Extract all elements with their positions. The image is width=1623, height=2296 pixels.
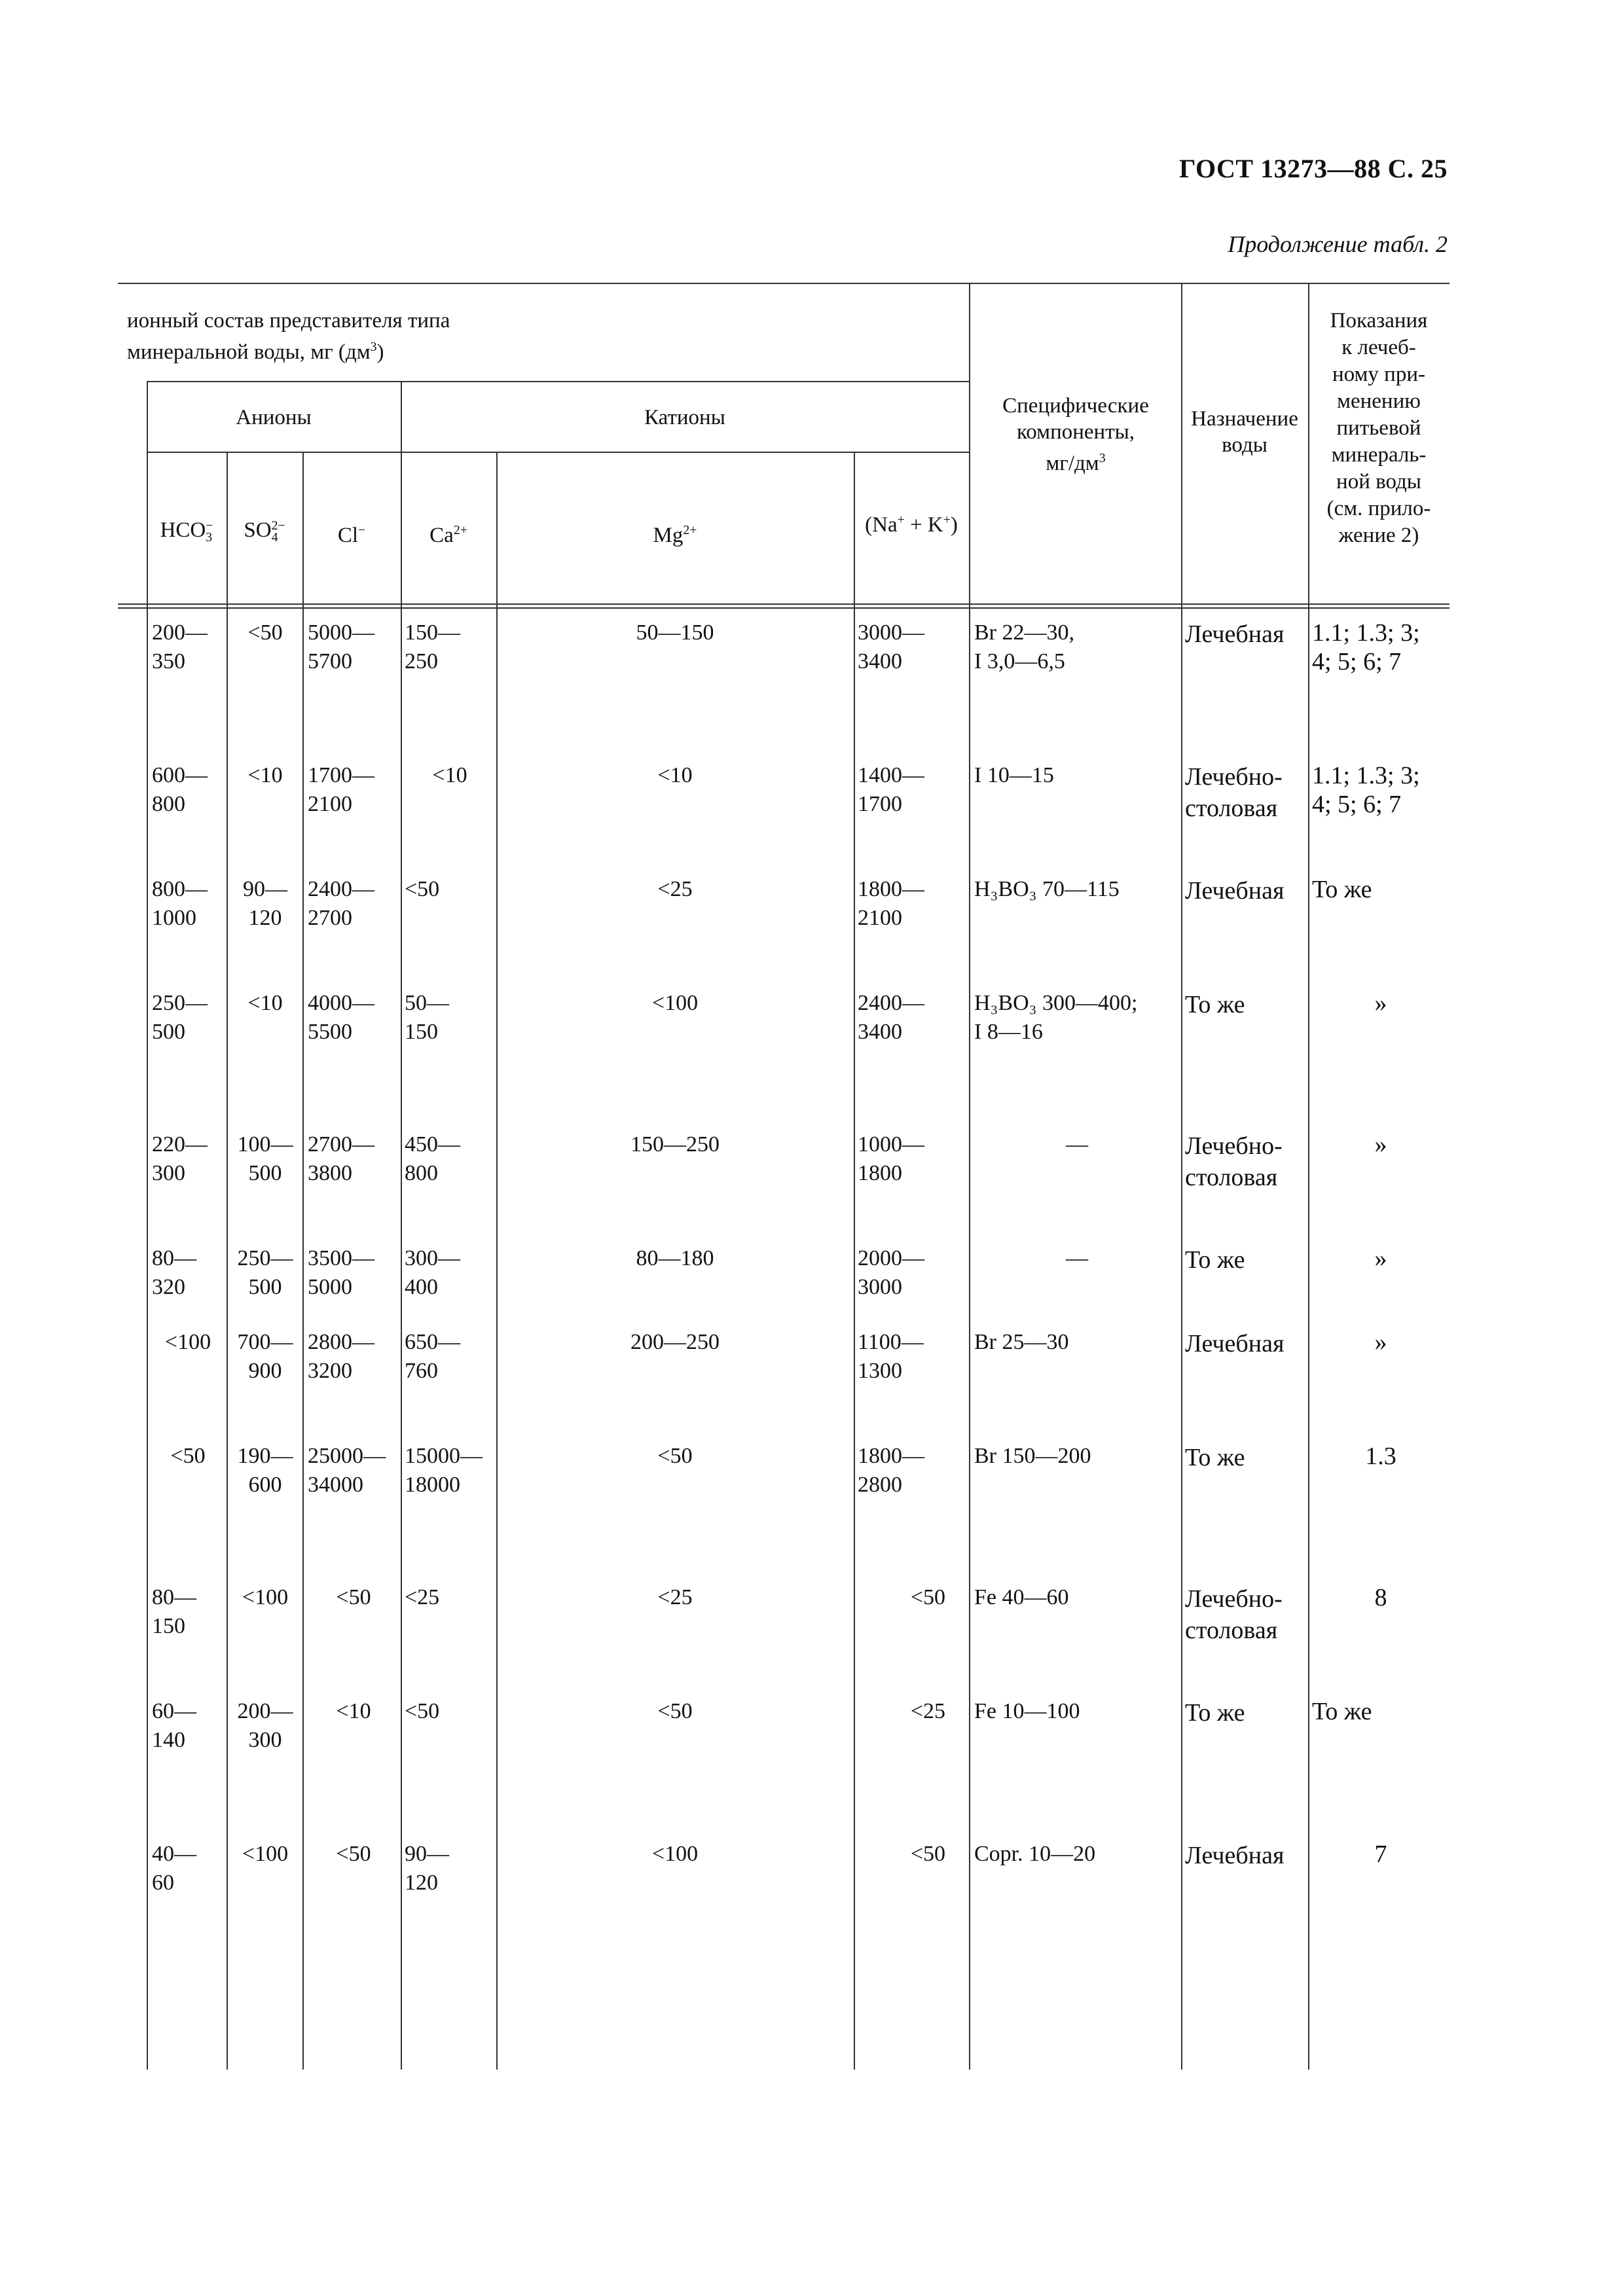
table-cell-so4: 90— 120 — [243, 877, 287, 930]
table-cell-ca: 15000— 18000 — [405, 1444, 483, 1497]
table-cell-mg: <50 — [657, 1699, 693, 1723]
table-cell-hco3: <100 — [164, 1330, 211, 1354]
table-cell-purpose: То же — [1185, 1246, 1245, 1274]
table-cell-ca: 150— 250 — [405, 620, 460, 673]
table-cell-hco3: 80— 150 — [152, 1585, 196, 1638]
indications-header-line: жение 2) — [1338, 524, 1419, 547]
table-continuation-label: Продолжение табл. 2 — [1228, 231, 1448, 257]
table-cell-ca: <10 — [432, 763, 467, 787]
table-cell-so4: 700— 900 — [237, 1330, 293, 1383]
ionic-composition-header: ионный состав представителя типа минеральной воды, мг $(дм^3)$ — [127, 309, 450, 364]
table-cell-so4: <100 — [242, 1842, 289, 1866]
table-cell-mg: 200—250 — [630, 1330, 720, 1354]
table-cell-nak: <50 — [910, 1585, 945, 1609]
table-cell-specific: Fe 40—60 — [974, 1585, 1069, 1609]
table-cell-purpose: Лечебно- столовая — [1185, 1132, 1283, 1191]
indications-header — [1308, 308, 1450, 549]
anions-header: Анионы — [236, 406, 312, 429]
table-cell-hco3: 200— 350 — [152, 620, 208, 673]
table-cell-nak: 1800— 2800 — [858, 1444, 924, 1497]
table-cell-indications: 7 — [1374, 1840, 1387, 1868]
table-cell-purpose: Лечебная — [1185, 877, 1285, 905]
table-cell-so4: 200— 300 — [237, 1699, 293, 1752]
cations-header: Катионы — [644, 406, 725, 429]
na-k-column-header: (Na+ + K+) — [865, 512, 958, 537]
table-cell-purpose: Лечебно- столовая — [1185, 763, 1283, 822]
table-cell-nak: 1400— 1700 — [858, 763, 924, 816]
table-cell-purpose: Лечебно- столовая — [1185, 1585, 1283, 1644]
table-cell-so4: 190— 600 — [237, 1444, 293, 1497]
indications-header-line: менению — [1337, 389, 1421, 413]
table-cell-cl: 2800— 3200 — [308, 1330, 374, 1383]
table-cell-cl: <50 — [336, 1585, 371, 1609]
table-cell-ca: <50 — [405, 1699, 440, 1723]
table-cell-specific: H₃BO₃ 300—400; I 8—16 — [974, 991, 1138, 1044]
table-cell-hco3: 40— 60 — [152, 1842, 196, 1895]
table-cell-mg: 80—180 — [636, 1246, 714, 1270]
table-cell-specific: Br 150—200 — [974, 1444, 1091, 1468]
table-cell-mg: <100 — [651, 1842, 699, 1866]
table-cell-nak: <25 — [910, 1699, 945, 1723]
table-cell-specific: Br 22—30, I 3,0—6,5 — [974, 620, 1074, 673]
table-cell-ca: <25 — [405, 1585, 440, 1609]
table-cell-hco3: 800— 1000 — [152, 877, 208, 930]
table-cell-nak: 3000— 3400 — [858, 620, 924, 673]
so4-column-header: SO 2− 4 — [244, 518, 285, 545]
table-cell-ca: 50— 150 — [405, 991, 449, 1044]
table-cell-cl: 2400— 2700 — [308, 877, 374, 930]
table-cell-mg: <10 — [657, 763, 693, 787]
table-cell-indications: 1.3 — [1365, 1443, 1396, 1470]
table-cell-mg: <50 — [657, 1444, 693, 1468]
indications-header-line: минераль- — [1331, 443, 1427, 467]
table-cell-hco3: <50 — [170, 1444, 206, 1468]
table-cell-so4: <10 — [247, 991, 283, 1015]
ca-column-header: $Ca^{2+}$ — [429, 523, 467, 547]
table-cell-hco3: 250— 500 — [152, 991, 208, 1044]
table-cell-indications: » — [1374, 1131, 1387, 1158]
table-cell-hco3: 60— 140 — [152, 1699, 196, 1752]
cl-column-header: Cl− — [337, 523, 366, 547]
table-cell-ca: 300— 400 — [405, 1246, 460, 1299]
indications-header-line: (см. прило- — [1326, 497, 1431, 520]
indications-header-line: Показания — [1330, 309, 1428, 332]
table-cell-specific: — — [1066, 1246, 1088, 1270]
table-cell-ca: 450— 800 — [405, 1132, 460, 1185]
table-cell-cl: 25000— 34000 — [308, 1444, 386, 1497]
table-cell-nak: 2400— 3400 — [858, 991, 924, 1044]
table-cell-indications: 8 — [1374, 1584, 1387, 1611]
table-cell-mg: <25 — [657, 877, 693, 901]
table-cell-purpose: То же — [1185, 991, 1245, 1018]
indications-header-line: питьевой — [1336, 416, 1421, 440]
table-cell-ca: 90— 120 — [405, 1842, 449, 1895]
table-cell-cl: 5000— 5700 — [308, 620, 374, 673]
table-cell-nak: 2000— 3000 — [858, 1246, 924, 1299]
table-cell-cl: <50 — [336, 1842, 371, 1866]
water-purpose-header: Назначение воды — [1191, 407, 1298, 457]
table-cell-nak: <50 — [910, 1842, 945, 1866]
table-cell-so4: <50 — [247, 620, 283, 645]
table-cell-indications: То же — [1312, 876, 1372, 903]
table-cell-so4: 250— 500 — [237, 1246, 293, 1299]
table-cell-cl: 3500— 5000 — [308, 1246, 374, 1299]
table-cell-ca: 650— 760 — [405, 1330, 460, 1383]
table-cell-mg: <100 — [651, 991, 699, 1015]
table-cell-specific: Br 25—30 — [974, 1330, 1069, 1354]
table-cell-cl: 4000— 5500 — [308, 991, 374, 1044]
table-cell-purpose: То же — [1185, 1699, 1245, 1727]
table-cell-indications: » — [1374, 990, 1387, 1017]
table-cell-purpose: Лечебная — [1185, 1842, 1285, 1869]
table-cell-nak: 1000— 1800 — [858, 1132, 924, 1185]
table-cell-hco3: 600— 800 — [152, 763, 208, 816]
page-header: ГОСТ 13273—88 С. 25 — [1178, 154, 1448, 183]
specific-components-header: Специфические компоненты, $мг/дм^3$ — [1002, 394, 1149, 475]
table-cell-mg: 50—150 — [636, 620, 714, 645]
indications-header-line: ному при- — [1332, 363, 1425, 386]
table-cell-nak: 1800— 2100 — [858, 877, 924, 930]
table-cell-cl: 1700— 2100 — [308, 763, 374, 816]
table-cell-hco3: 220— 300 — [152, 1132, 208, 1185]
table-cell-ca: <50 — [405, 877, 440, 901]
table-cell-cl: <10 — [336, 1699, 371, 1723]
table-cell-indications: » — [1374, 1245, 1387, 1272]
table-cell-purpose: Лечебная — [1185, 1330, 1285, 1357]
table-cell-indications: 1.1; 1.3; 3; 4; 5; 6; 7 — [1312, 762, 1420, 818]
table-cell-specific: — — [1066, 1132, 1088, 1157]
indications-header-line: к лечеб- — [1341, 336, 1416, 359]
table-cell-so4: <10 — [247, 763, 283, 787]
table-cell-specific: I 10—15 — [974, 763, 1054, 787]
table-cell-specific: H₃BO₃ 70—115 — [974, 877, 1120, 901]
table-cell-purpose: То же — [1185, 1444, 1245, 1471]
table-cell-mg: <25 — [657, 1585, 693, 1609]
table-cell-specific: Fe 10—100 — [974, 1699, 1080, 1723]
table-cell-so4: <100 — [242, 1585, 289, 1609]
table-cell-cl: 2700— 3800 — [308, 1132, 374, 1185]
hco3-column-header: HCO − 3 — [160, 518, 213, 545]
indications-header-line: ной воды — [1336, 470, 1421, 493]
table-cell-indications: 1.1; 1.3; 3; 4; 5; 6; 7 — [1312, 619, 1420, 675]
table-cell-specific: Copr. 10—20 — [974, 1842, 1096, 1866]
mg-column-header: $Mg^{2+}$ — [653, 523, 697, 547]
table-cell-hco3: 80— 320 — [152, 1246, 196, 1299]
table-cell-nak: 1100— 1300 — [858, 1330, 924, 1383]
table-cell-indications: » — [1374, 1329, 1387, 1356]
table-cell-mg: 150—250 — [630, 1132, 720, 1157]
table-cell-purpose: Лечебная — [1185, 620, 1285, 648]
table-cell-so4: 100— 500 — [237, 1132, 293, 1185]
table-cell-indications: То же — [1312, 1698, 1372, 1725]
